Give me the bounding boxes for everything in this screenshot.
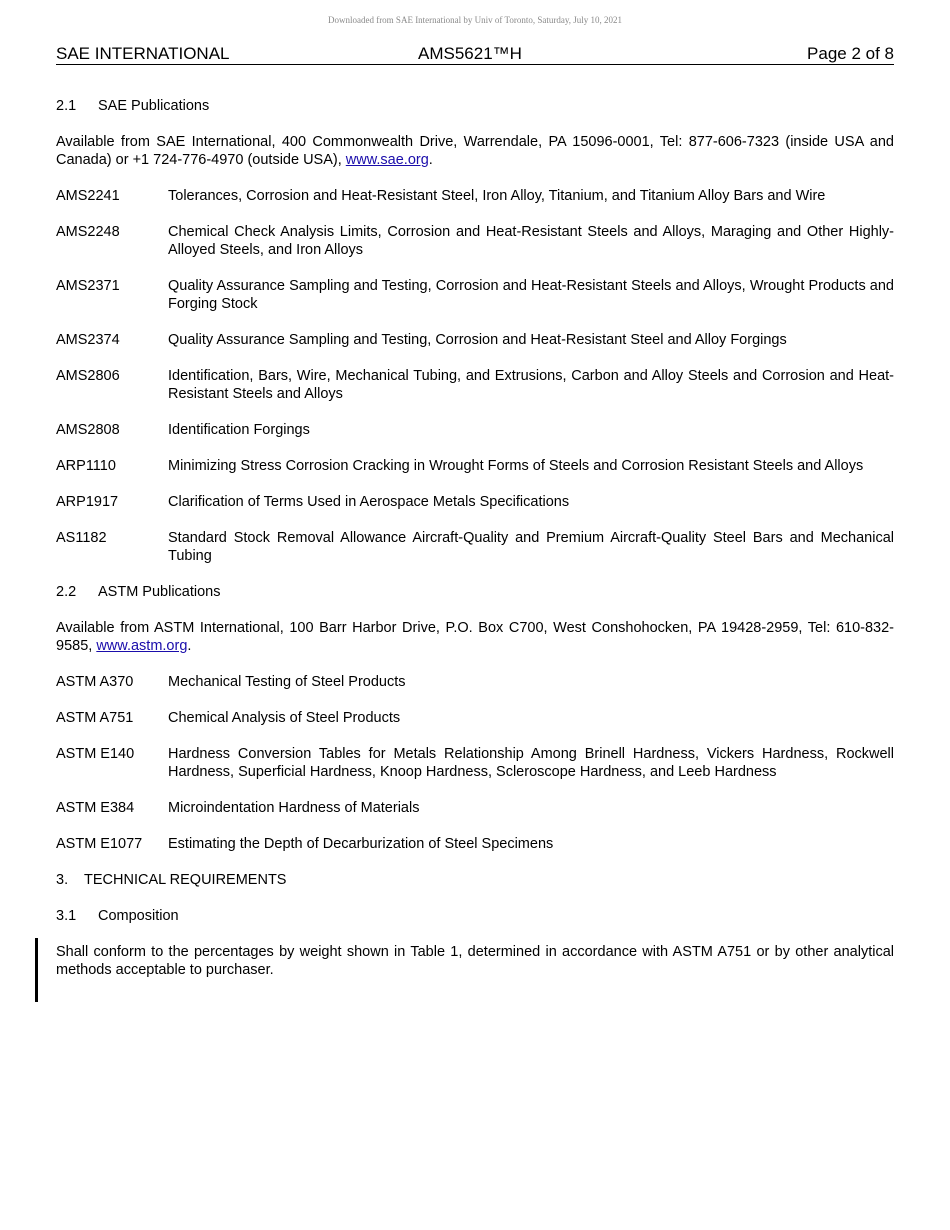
- reference-code: ASTM E1077: [56, 836, 143, 852]
- reference-row: [56, 331, 894, 349]
- reference-title: Clarification of Terms Used in Aerospace Metals Specifications: [168, 494, 570, 510]
- astm-availability: [56, 619, 894, 655]
- reference-title: Quality Assurance Sampling and Testing, Corrosion and Heat-Resistant Steel and Alloy Forgings: [168, 332, 787, 348]
- reference-title: Standard Stock Removal Allowance Aircraft-Quality and Premium Aircraft-Quality Steel Bars and Mechanical Tubing: [168, 530, 894, 564]
- reference-code: ASTM A751: [56, 710, 134, 726]
- download-watermark: Downloaded from SAE International by Univ of Toronto, Saturday, July 10, 2021: [327, 15, 623, 25]
- section-title: TECHNICAL REQUIREMENTS: [84, 872, 287, 888]
- document-body: [56, 97, 894, 997]
- reference-code: AS1182: [56, 530, 107, 546]
- reference-row: [56, 457, 894, 475]
- reference-title: Quality Assurance Sampling and Testing, Corrosion and Heat-Resistant Steels and Alloys, Wrought Products and Forging Stock: [168, 278, 894, 312]
- reference-row: [56, 835, 894, 853]
- astm-availability-text: Available from ASTM International, 100 Barr Harbor Drive, P.O. Box C700, West Conshohocken, PA 19428-2959, Tel: 610-832-9585,: [56, 620, 894, 654]
- revision-change-bar: [35, 938, 38, 1002]
- reference-code: ASTM E384: [56, 800, 135, 816]
- reference-title: Identification Forgings: [168, 422, 310, 438]
- composition-text: Shall conform to the percentages by weight shown in Table 1, determined in accordance with ASTM A751 or by other analytical methods acceptable to purchaser.: [56, 944, 894, 978]
- reference-code: ARP1917: [56, 494, 119, 510]
- reference-row: [56, 745, 894, 781]
- section-2-2-heading: [56, 583, 894, 601]
- reference-row: [56, 277, 894, 313]
- reference-row: [56, 529, 894, 565]
- sae-reference-list: [56, 187, 894, 565]
- section-number: 2.1: [56, 98, 77, 114]
- section-title: Composition: [98, 908, 179, 924]
- reference-code: AMS2371: [56, 278, 120, 294]
- reference-code: AMS2241: [56, 188, 120, 204]
- header-page-number: Page 2 of 8: [807, 44, 894, 63]
- reference-title: Hardness Conversion Tables for Metals Relationship Among Brinell Hardness, Vickers Hardness, Rockwell Hardness, Superficial Hardness, Knoop Hardness, Scleroscope Hardness, and Leeb Hardness: [168, 746, 894, 780]
- reference-code: AMS2808: [56, 422, 120, 438]
- page-header: [56, 44, 894, 65]
- reference-title: Tolerances, Corrosion and Heat-Resistant Steel, Iron Alloy, Titanium, and Titanium Alloy Bars and Wire: [168, 188, 826, 204]
- reference-row: [56, 187, 894, 205]
- reference-title: Estimating the Depth of Decarburization of Steel Specimens: [168, 836, 554, 852]
- header-org: SAE INTERNATIONAL: [56, 44, 230, 63]
- section-2-1-heading: [56, 97, 894, 115]
- reference-row: [56, 367, 894, 403]
- section-number: 2.2: [56, 584, 77, 600]
- section-3-1-heading: [56, 907, 894, 925]
- reference-code: ARP1110: [56, 458, 116, 474]
- sae-availability: [56, 133, 894, 169]
- reference-title: Chemical Analysis of Steel Products: [168, 710, 401, 726]
- reference-title: Minimizing Stress Corrosion Cracking in Wrought Forms of Steels and Corrosion Resistant Steels and Alloys: [168, 458, 864, 474]
- reference-row: [56, 673, 894, 691]
- astm-reference-list: [56, 673, 894, 853]
- reference-title: Chemical Check Analysis Limits, Corrosion and Heat-Resistant Steels and Alloys, Maraging and Other Highly-Alloyed Steels, and Iron Alloys: [168, 224, 894, 258]
- reference-code: ASTM A370: [56, 674, 134, 690]
- header-doc-number: AMS5621™H: [418, 44, 522, 63]
- reference-title: Microindentation Hardness of Materials: [168, 800, 420, 816]
- reference-row: [56, 223, 894, 259]
- reference-code: AMS2374: [56, 332, 120, 348]
- reference-code: ASTM E140: [56, 746, 135, 762]
- sae-availability-text: Available from SAE International, 400 Commonwealth Drive, Warrendale, PA 15096-0001, Tel: 877-606-7323 (inside USA and Canada) or +1 724-776-4970 (outside USA),: [56, 134, 894, 168]
- reference-row: [56, 709, 894, 727]
- reference-code: AMS2248: [56, 224, 120, 240]
- section-number: 3.1: [56, 908, 77, 924]
- section-3-heading: [56, 871, 894, 889]
- reference-title: Mechanical Testing of Steel Products: [168, 674, 406, 690]
- section-title: SAE Publications: [98, 98, 210, 114]
- astm-website-link[interactable]: www.astm.org: [96, 638, 188, 654]
- period: .: [187, 638, 192, 654]
- period: .: [428, 152, 433, 168]
- section-number: 3.: [56, 872, 69, 888]
- reference-title: Identification, Bars, Wire, Mechanical Tubing, and Extrusions, Carbon and Alloy Steels and Corrosion and Heat-Resistant Steels and Alloys: [168, 368, 894, 402]
- sae-website-link[interactable]: www.sae.org: [345, 152, 429, 168]
- reference-row: [56, 493, 894, 511]
- section-title: ASTM Publications: [98, 584, 221, 600]
- reference-row: [56, 421, 894, 439]
- reference-row: [56, 799, 894, 817]
- reference-code: AMS2806: [56, 368, 120, 384]
